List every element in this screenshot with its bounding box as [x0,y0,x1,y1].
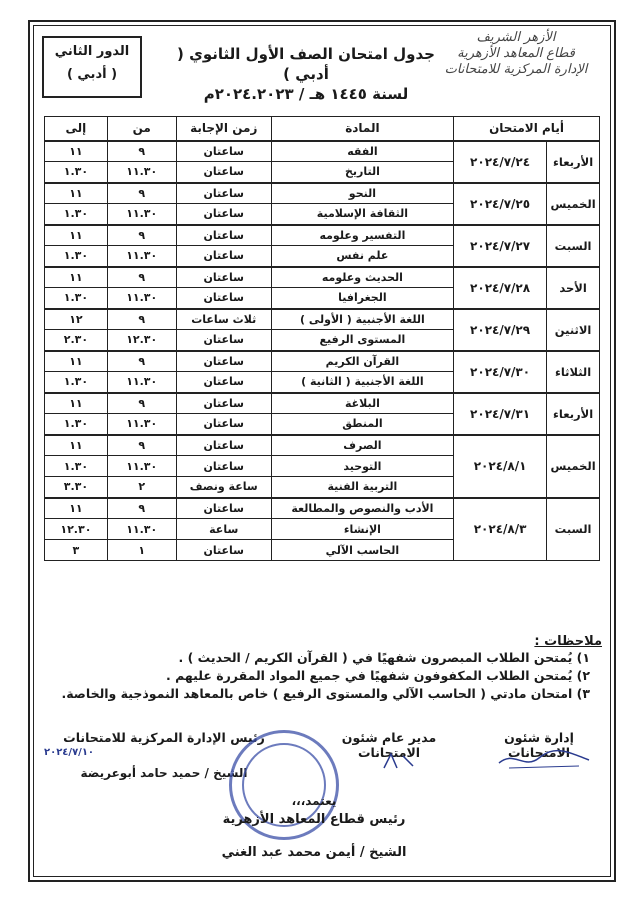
round-branch: ( أدبي ) [66,67,118,82]
day-cell: السبت [547,225,600,267]
header-to: إلى [45,117,108,141]
from-cell: ١١.٣٠ [107,372,176,393]
table-row [45,183,600,204]
from-cell: ١١.٣٠ [107,519,176,540]
date-cell: ٢٠٢٤/٧/٣٠ [454,351,547,393]
duration-cell: ساعتان [176,162,271,183]
round-box [42,36,142,98]
exam-affairs-title: إدارة شئون الامتحانات [504,730,574,760]
subject-cell: اللغة الأجنبية ( الثانية ) [271,372,453,393]
table-row [45,393,600,414]
day-cell: الأربعاء [547,393,600,435]
header-duration: زمن الإجابة [176,117,271,141]
central-head-name: الشيخ / حميد حامد أبوعريضة [80,766,248,780]
subject-cell: الثقافة الإسلامية [271,204,453,225]
note-item: ٣) امتحان مادتي ( الحاسب الآلي والمستوى الرفيع ) خاص بالمعاهد النموذجية والخاصة. [61,686,590,701]
day-cell: الأحد [547,267,600,309]
note-item: ٢) يُمتحن الطلاب المكفوفون شفهيًا في جميع المواد المقررة عليهم . [165,668,590,683]
day-cell: الاثنين [547,309,600,351]
from-cell: ١١.٣٠ [107,288,176,309]
date-cell: ٢٠٢٤/٧/٣١ [454,393,547,435]
document-title [176,44,436,104]
to-cell: ١.٣٠ [45,246,108,267]
general-manager-title: مدير عام شئون الامتحانات [341,730,437,760]
subject-cell: النحو [271,183,453,204]
date-cell: ٢٠٢٤/٧/٢٥ [454,183,547,225]
to-cell: ١٢ [45,309,108,330]
day-cell: الخميس [547,183,600,225]
note-item: ١) يُمتحن الطلاب المبصرون شفهيًا في ( القرآن الكريم / الحديث ) . [178,650,590,665]
sector-head-name: الشيخ / أيمن محمد عبد الغني [221,845,407,860]
to-cell: ١١ [45,435,108,456]
to-cell: ١.٣٠ [45,372,108,393]
header-days: أيام الامتحان [454,117,600,141]
subject-cell: القرآن الكريم [271,351,453,372]
to-cell: ١١ [45,183,108,204]
to-cell: ١١ [45,393,108,414]
duration-cell: ساعتان [176,435,271,456]
duration-cell: ساعتان [176,540,271,561]
to-cell: ١١ [45,267,108,288]
subject-cell: الصرف [271,435,453,456]
from-cell: ١١.٣٠ [107,456,176,477]
subject-cell: التاريخ [271,162,453,183]
subject-cell: الإنشاء [271,519,453,540]
schedule-body [45,141,600,561]
from-cell: ٢ [107,477,176,498]
from-cell: ٩ [107,183,176,204]
date-cell: ٢٠٢٤/٧/٢٧ [454,225,547,267]
duration-cell: ساعتان [176,141,271,162]
institution-logo-text [436,30,596,78]
subject-cell: علم نفس [271,246,453,267]
from-cell: ١١.٣٠ [107,162,176,183]
to-cell: ٣ [45,540,108,561]
duration-cell: ساعتان [176,414,271,435]
year-line: لسنة ١٤٤٥ هـ / ٢٠٢٤.٢٠٢٣م [203,85,409,103]
from-cell: ٩ [107,309,176,330]
subject-cell: المنطق [271,414,453,435]
duration-cell: ساعتان [176,330,271,351]
to-cell: ١١ [45,351,108,372]
duration-cell: ساعتان [176,267,271,288]
from-cell: ١٢.٣٠ [107,330,176,351]
from-cell: ٩ [107,435,176,456]
day-cell: الخميس [547,435,600,498]
duration-cell: ثلاث ساعات [176,309,271,330]
logo-line: الإدارة المركزية للامتحانات [444,62,588,77]
subject-cell: التوحيد [271,456,453,477]
subject-cell: المستوى الرفيع [271,330,453,351]
to-cell: ١١ [45,498,108,519]
from-cell: ١١.٣٠ [107,414,176,435]
logo-line: قطاع المعاهد الأزهرية [457,46,575,61]
to-cell: ١.٣٠ [45,204,108,225]
table-header-row [45,117,600,141]
subject-cell: الحديث وعلومه [271,267,453,288]
subject-cell: الفقه [271,141,453,162]
date-cell: ٢٠٢٤/٧/٢٩ [454,309,547,351]
sector-head-title: رئيس قطاع المعاهد الأزهرية [222,812,406,827]
date-cell: ٢٠٢٤/٧/٢٨ [454,267,547,309]
from-cell: ١١.٣٠ [107,204,176,225]
date-cell: ٢٠٢٤/٧/٢٤ [454,141,547,183]
date-cell: ٢٠٢٤/٨/٣ [454,498,547,561]
signature-scribble [379,750,419,774]
exam-affairs-signature [474,730,604,760]
to-cell: ٢.٣٠ [45,330,108,351]
duration-cell: ساعة [176,519,271,540]
subject-cell: الأدب والنصوص والمطالعة [271,498,453,519]
from-cell: ٩ [107,225,176,246]
to-cell: ١٢.٣٠ [45,519,108,540]
table-row [45,141,600,162]
to-cell: ١.٣٠ [45,414,108,435]
from-cell: ٩ [107,267,176,288]
table-row [45,309,600,330]
day-cell: الأربعاء [547,141,600,183]
signatures-area [39,730,604,870]
duration-cell: ساعتان [176,351,271,372]
header-from: من [107,117,176,141]
to-cell: ١.٣٠ [45,162,108,183]
notes-title: ملاحظات : [534,634,602,649]
day-cell: السبت [547,498,600,561]
from-cell: ٩ [107,498,176,519]
signature-scribble [494,748,594,772]
round-title: الدور الثاني [54,44,130,59]
subject-cell: الجغرافيا [271,288,453,309]
from-cell: ١١.٣٠ [107,246,176,267]
logo-line: الأزهر الشريف [476,30,556,45]
to-cell: ٣.٣٠ [45,477,108,498]
duration-cell: ساعتان [176,183,271,204]
subject-cell: التفسير وعلومه [271,225,453,246]
duration-cell: ساعتان [176,204,271,225]
duration-cell: ساعتان [176,246,271,267]
approval-block [214,794,414,860]
day-cell: الثلاثاء [547,351,600,393]
table-row [45,498,600,519]
to-cell: ١.٣٠ [45,288,108,309]
general-manager-signature [309,730,469,760]
title-line: جدول امتحان الصف الأول الثانوي ( أدبي ) [177,45,435,83]
from-cell: ٩ [107,141,176,162]
subject-cell: اللغة الأجنبية ( الأولى ) [271,309,453,330]
handwritten-date: ٢٠٢٤/٧/١٠ [44,747,95,758]
duration-cell: ساعتان [176,393,271,414]
to-cell: ١١ [45,225,108,246]
table-row [45,267,600,288]
to-cell: ١١ [45,141,108,162]
header-subject: المادة [271,117,453,141]
document-page [28,20,616,882]
from-cell: ١ [107,540,176,561]
subject-cell: البلاغة [271,393,453,414]
duration-cell: ساعتان [176,288,271,309]
date-cell: ٢٠٢٤/٨/١ [454,435,547,498]
duration-cell: ساعتان [176,498,271,519]
subject-cell: الحاسب الآلي [271,540,453,561]
from-cell: ٩ [107,393,176,414]
approve-word: يعتمد،،، [291,794,337,808]
exam-schedule-table [44,116,600,561]
notes-section [42,634,602,703]
from-cell: ٩ [107,351,176,372]
duration-cell: ساعة ونصف [176,477,271,498]
duration-cell: ساعتان [176,456,271,477]
duration-cell: ساعتان [176,372,271,393]
subject-cell: التربية الفنية [271,477,453,498]
to-cell: ١.٣٠ [45,456,108,477]
table-row [45,351,600,372]
central-head-title: رئيس الإدارة المركزية للامتحانات [63,730,265,745]
duration-cell: ساعتان [176,225,271,246]
table-row [45,435,600,456]
table-row [45,225,600,246]
